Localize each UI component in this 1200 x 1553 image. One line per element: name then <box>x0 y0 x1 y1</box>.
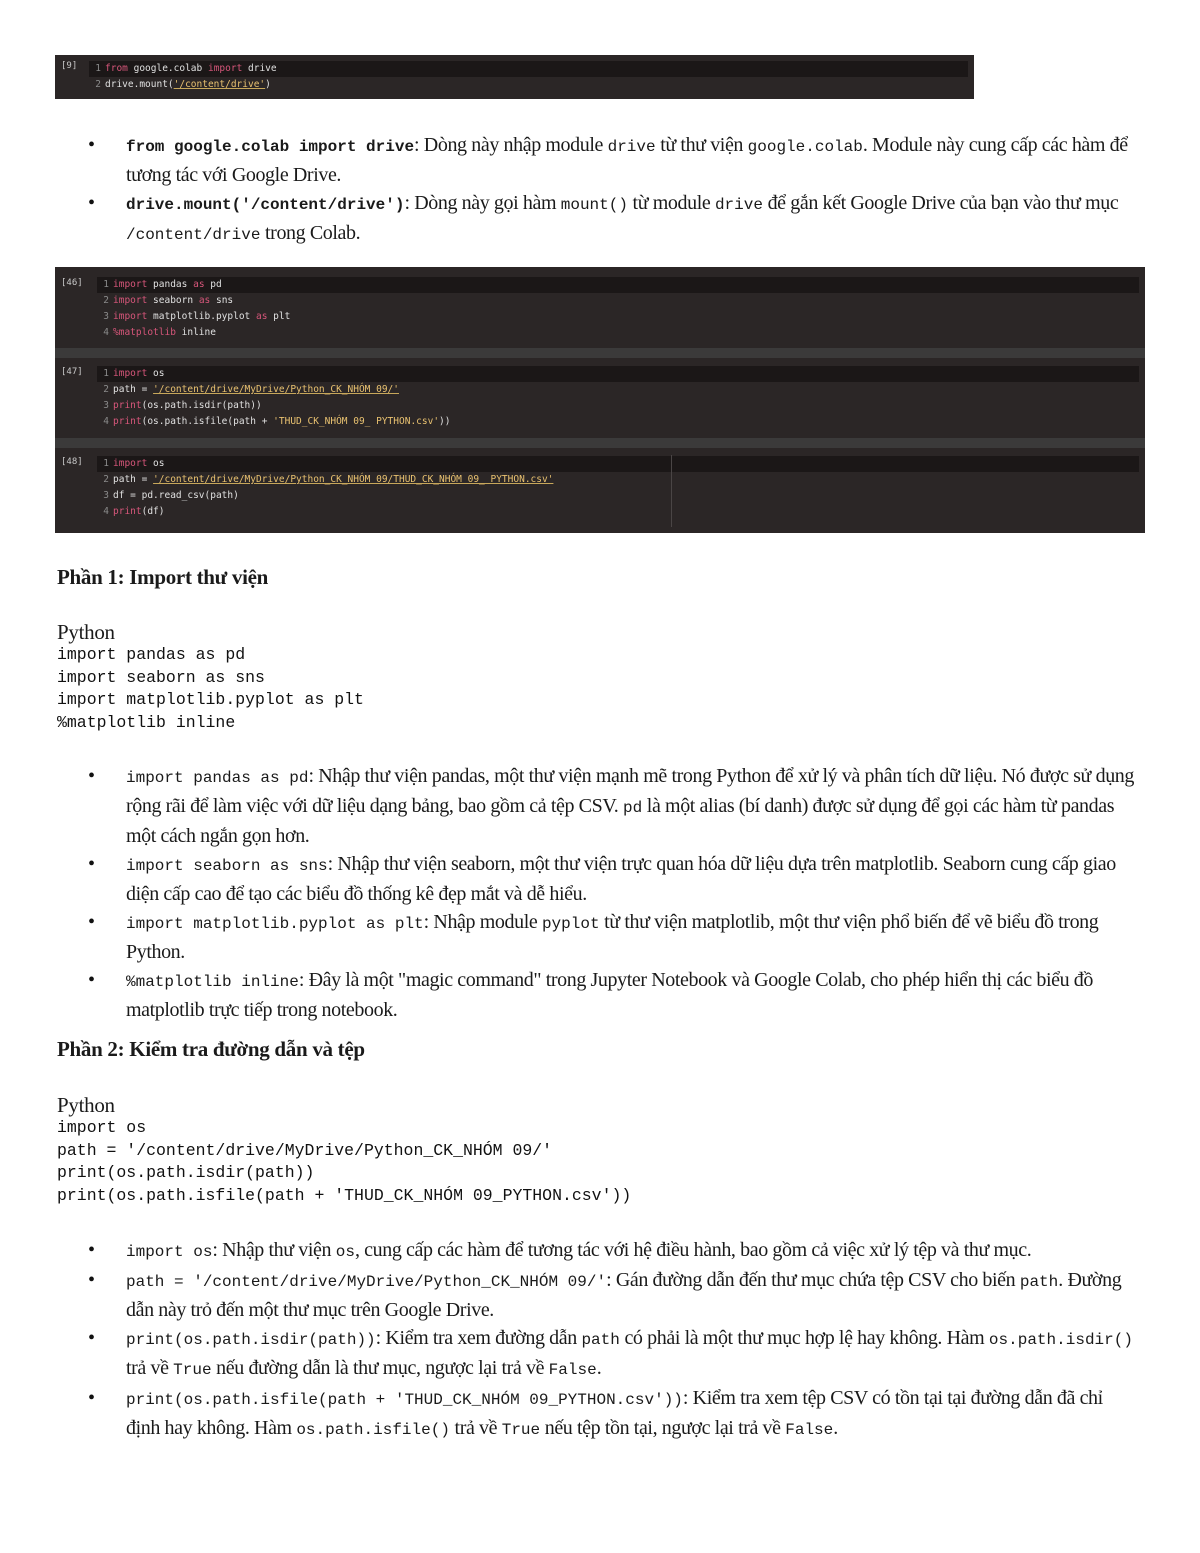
line-number: 4 <box>103 416 109 427</box>
code-language-label: Python <box>57 1093 115 1117</box>
list-item-text: , cung cấp các hàm để tương tác với hệ điều hành, bao gồm cả việc xử lý tệp và thư mục. <box>354 1239 1032 1261</box>
list-item <box>88 1324 1140 1384</box>
list-item <box>88 908 1140 966</box>
code-token: os <box>147 458 165 469</box>
inline-code: drive.mount('/content/drive') <box>126 196 405 214</box>
code-line[interactable] <box>97 414 1139 430</box>
code-token: os <box>147 368 165 379</box>
list-item <box>88 189 1140 249</box>
keyword-token: import <box>113 279 148 290</box>
code-line[interactable] <box>97 488 1139 504</box>
inline-code: from google.colab import drive <box>126 138 415 156</box>
keyword-token: import <box>113 458 148 469</box>
cell-code[interactable] <box>97 456 1139 520</box>
section-2-explanation-list <box>88 1236 1140 1444</box>
list-item <box>88 966 1140 1024</box>
inline-code: import os <box>126 1243 213 1261</box>
inline-code: %matplotlib inline <box>126 973 299 991</box>
cell-code[interactable] <box>89 61 968 93</box>
keyword-token: import <box>113 368 148 379</box>
list-item-text: : Kiểm tra xem đường dẫn <box>375 1327 582 1349</box>
list-item <box>88 1236 1140 1266</box>
list-item-text: trả về <box>126 1357 174 1379</box>
line-number: 2 <box>103 474 109 485</box>
inline-code: print(os.path.isdir(path)) <box>126 1331 376 1349</box>
code-line[interactable] <box>89 61 968 77</box>
code-token: google.colab <box>127 63 208 74</box>
code-token: inline <box>175 327 216 338</box>
list-item-text: : Nhập thư viện <box>212 1239 336 1261</box>
inline-code: path <box>1019 1273 1059 1291</box>
drive-explanation-list <box>88 131 1140 249</box>
code-token: (os.path.isfile(path + <box>141 416 274 427</box>
cell-separator <box>55 348 1145 358</box>
code-line[interactable] <box>97 504 1139 520</box>
line-number: 4 <box>103 327 109 338</box>
keyword-token: from <box>105 63 128 74</box>
list-item-text: . Module này cung cấp các hàm để tương tác với Google Drive. <box>126 134 1128 186</box>
line-number: 2 <box>103 384 109 395</box>
code-token: drive.mount( <box>105 79 174 90</box>
inline-code: path <box>581 1331 620 1349</box>
line-number: 4 <box>103 506 109 517</box>
line-number: 3 <box>103 490 109 501</box>
inline-code: os <box>335 1243 355 1261</box>
code-token: pd <box>204 279 222 290</box>
list-item-text: trả về <box>449 1417 502 1439</box>
section-2-code-block: import os path = '/content/drive/MyDrive/Python_CK_NHÓM 09/' print(os.path.isdir(path)) print(os.path.isfile(path + 'THUD_CK_NHÓM 09_PYTHON.csv')) <box>57 1118 632 1205</box>
list-item-text: nếu đường dẫn là thư mục, ngược lại trả về <box>211 1357 549 1379</box>
code-line[interactable] <box>97 456 1139 472</box>
string-token: 'THUD_CK_NHÓM 09_ PYTHON.csv' <box>273 416 440 427</box>
code-token: sns <box>210 295 234 306</box>
list-item-text: : Dòng này gọi hàm <box>404 192 561 214</box>
list-item-text: từ module <box>627 192 715 214</box>
code-line[interactable] <box>97 366 1139 382</box>
line-number: 3 <box>103 311 109 322</box>
list-item-text: . <box>833 1417 838 1439</box>
inline-code: False <box>785 1421 834 1439</box>
list-item-text: : Kiểm tra xem tệp CSV có tồn tại tại đường dẫn đã chỉ định hay không. Hàm <box>126 1387 1103 1439</box>
code-token: path = <box>113 384 154 395</box>
code-token: drive <box>242 63 277 74</box>
drive-cell-screenshot <box>55 55 974 99</box>
keyword-token: as <box>193 279 205 290</box>
cell-execution-count: [48] <box>61 457 83 467</box>
list-item-text: : Nhập module <box>423 911 542 933</box>
code-line[interactable] <box>97 382 1139 398</box>
keyword-token: print <box>113 416 142 427</box>
section-1-code-block: import pandas as pd import seaborn as sns import matplotlib.pyplot as plt %matplotlib inline <box>57 645 364 732</box>
code-token: (df) <box>141 506 165 517</box>
cell-execution-count: [9] <box>61 61 78 71</box>
list-item-text: : Gán đường dẫn đến thư mục chứa tệp CSV cho biến <box>606 1269 1020 1291</box>
code-line[interactable] <box>97 293 1139 309</box>
cell-code[interactable] <box>97 277 1139 341</box>
inline-code: pyplot <box>541 915 600 933</box>
inline-code: True <box>501 1421 541 1439</box>
cell-execution-count: [46] <box>61 278 83 288</box>
code-token: pandas <box>147 279 194 290</box>
list-item-text: : Đây là một "magic command" trong Jupyter Notebook và Google Colab, cho phép hiển thị các biểu đồ matplotlib trực tiếp trong notebook. <box>126 969 1093 1021</box>
line-number: 1 <box>103 279 109 290</box>
list-item-text: . <box>596 1357 602 1379</box>
keyword-token: print <box>113 400 142 411</box>
inline-code: mount() <box>560 196 628 214</box>
list-item <box>88 1384 1140 1444</box>
notebook-cells-screenshot <box>55 267 1145 533</box>
list-item-text: trong Colab. <box>260 222 361 244</box>
keyword-token: print <box>113 506 142 517</box>
code-line[interactable] <box>89 77 968 93</box>
inline-code: False <box>548 1361 597 1379</box>
editor-divider <box>671 455 672 527</box>
inline-code: drive <box>714 196 763 214</box>
keyword-token: as <box>198 295 211 306</box>
line-number: 2 <box>95 79 101 90</box>
inline-code: drive <box>607 138 656 156</box>
list-item <box>88 762 1140 850</box>
string-token: '/content/drive/MyDrive/Python_CK_NHÓM 09/THUD_CK_NHÓM 09_ PYTHON.csv' <box>153 474 554 485</box>
code-token: plt <box>267 311 291 322</box>
string-token: '/content/drive' <box>173 79 266 90</box>
inline-code: pd <box>623 799 643 817</box>
line-number: 1 <box>103 458 109 469</box>
inline-code: import pandas as pd <box>126 769 309 787</box>
inline-code: /content/drive <box>126 226 261 244</box>
inline-code: google.colab <box>747 138 863 156</box>
list-item-text: để gắn kết Google Drive của bạn vào thư mục <box>762 192 1119 214</box>
line-number: 1 <box>95 63 101 74</box>
string-token: '/content/drive/MyDrive/Python_CK_NHÓM 09/' <box>153 384 399 395</box>
inline-code: path = '/content/drive/MyDrive/Python_CK_NHÓM 09/' <box>126 1273 607 1291</box>
code-line[interactable] <box>97 277 1139 293</box>
list-item <box>88 1266 1140 1324</box>
list-item-text: từ thư viện matplotlib, một thư viện phổ biến để vẽ biểu đồ trong Python. <box>126 911 1099 963</box>
section-1-explanation-list <box>88 762 1140 1024</box>
cell-separator <box>55 438 1145 448</box>
magic-token: %matplotlib <box>113 327 176 338</box>
code-token: path = <box>113 474 154 485</box>
list-item-text: : Nhập thư viện seaborn, một thư viện trực quan hóa dữ liệu dựa trên matplotlib. Seaborn cung cấp giao diện cấp cao để tạo các biểu đồ thống kê đẹp mắt và dễ hiểu. <box>126 853 1116 905</box>
list-item-text: : Nhập thư viện pandas, một thư viện mạnh mẽ trong Python để xử lý và phân tích dữ liệu. Nó được sử dụng rộng rãi để làm việc với dữ liệu dạng bảng, bao gồm cả tệp CSV. <box>126 765 1134 817</box>
line-number: 1 <box>103 368 109 379</box>
inline-code: import seaborn as sns <box>126 857 328 875</box>
code-token: (os.path.isdir(path)) <box>141 400 262 411</box>
list-item-text: là một alias (bí danh) được sử dụng để gọi các hàm từ pandas một cách ngắn gọn hơn. <box>126 795 1115 847</box>
code-line[interactable] <box>97 309 1139 325</box>
section-1-heading: Phần 1: Import thư viện <box>57 565 269 589</box>
line-number: 2 <box>103 295 109 306</box>
inline-code: os.path.isfile() <box>296 1421 450 1439</box>
keyword-token: import <box>113 295 148 306</box>
code-token: )) <box>439 416 451 427</box>
line-number: 3 <box>103 400 109 411</box>
keyword-token: import <box>207 63 243 74</box>
list-item-text: có phải là một thư mục hợp lệ hay không. Hàm <box>619 1327 989 1349</box>
section-2-heading: Phần 2: Kiểm tra đường dẫn và tệp <box>57 1037 365 1061</box>
list-item <box>88 850 1140 908</box>
inline-code: import matplotlib.pyplot as plt <box>126 915 424 933</box>
code-language-label: Python <box>57 620 115 644</box>
code-token: df = pd.read_csv(path) <box>113 490 239 501</box>
list-item <box>88 131 1140 189</box>
list-item-text: từ thư viện <box>655 134 748 156</box>
keyword-token: as <box>256 311 268 322</box>
cell-code[interactable] <box>97 366 1139 430</box>
code-line[interactable] <box>97 398 1139 414</box>
inline-code: os.path.isdir() <box>988 1331 1133 1349</box>
keyword-token: import <box>113 311 148 322</box>
code-line[interactable] <box>97 472 1139 488</box>
inline-code: True <box>173 1361 212 1379</box>
code-token: ) <box>265 79 271 90</box>
inline-code: print(os.path.isfile(path + 'THUD_CK_NHÓM 09_PYTHON.csv')) <box>126 1391 683 1409</box>
list-item-text: nếu tệp tồn tại, ngược lại trả về <box>540 1417 786 1439</box>
cell-execution-count: [47] <box>61 367 83 377</box>
code-line[interactable] <box>97 325 1139 341</box>
list-item-text: : Dòng này nhập module <box>414 134 608 156</box>
code-token: matplotlib.pyplot <box>147 311 256 322</box>
code-token: seaborn <box>147 295 199 306</box>
list-item-text: . Đường dẫn này trỏ đến một thư mục trên Google Drive. <box>126 1269 1122 1321</box>
